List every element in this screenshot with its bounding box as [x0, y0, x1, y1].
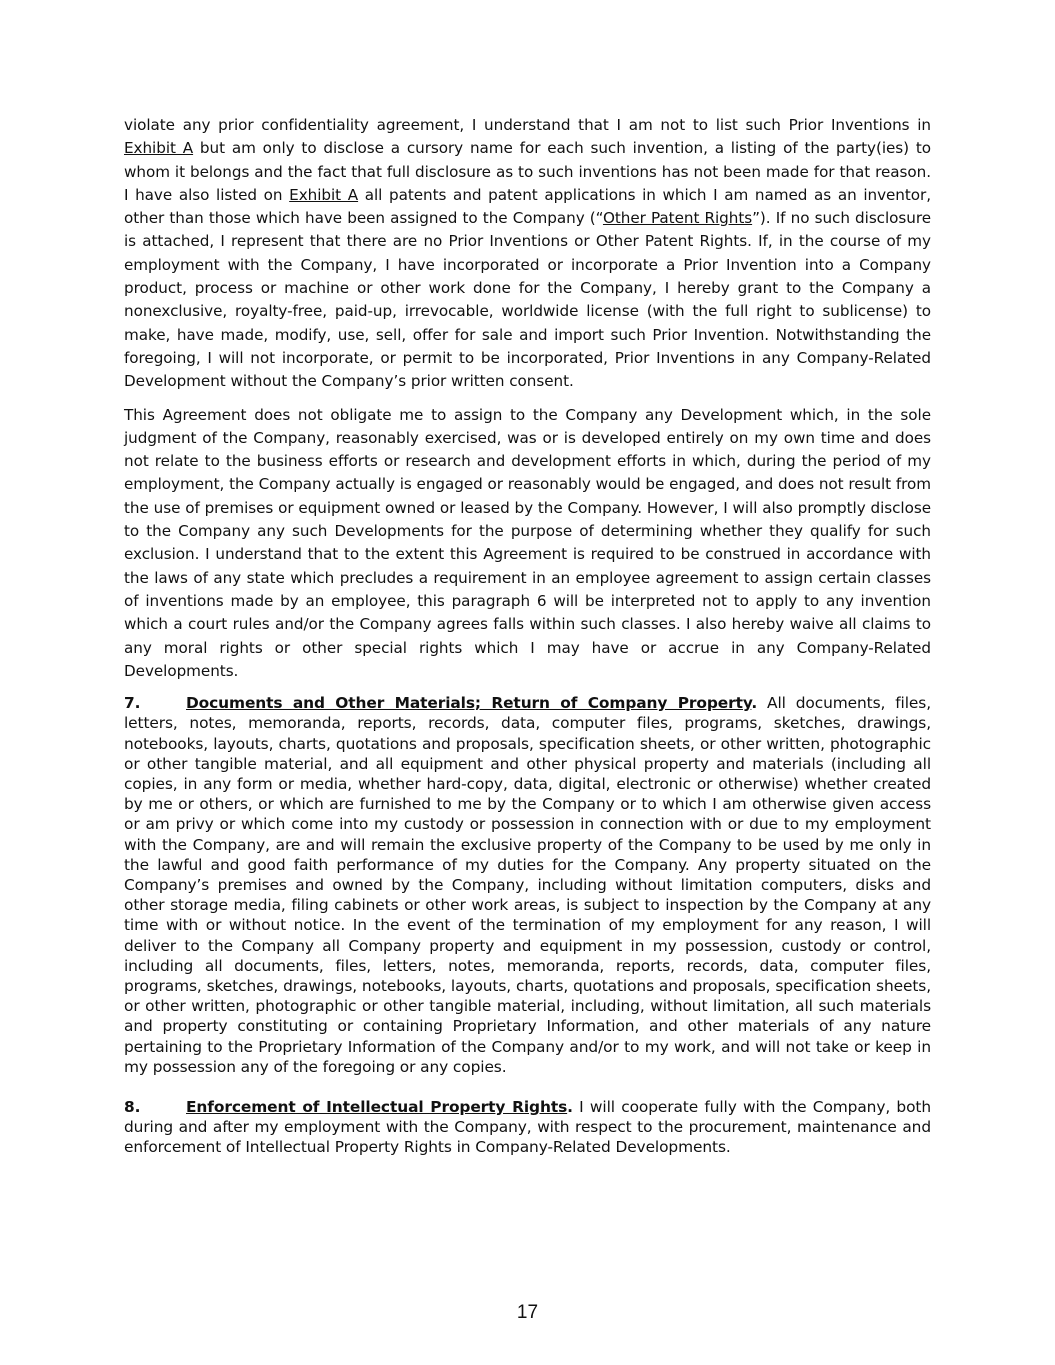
prior-inventions-paragraph: [124, 114, 931, 394]
section-heading-period: .: [567, 1097, 573, 1116]
exhibit-a-reference: Exhibit A: [124, 139, 194, 158]
paragraph-text: all patents and patent applications in which I am named as an inventor, other than those which have been assigned to the Company (“: [124, 185, 931, 228]
paragraph-text: ”). If no such disclosure is attached, I represent that there are no Prior Inventions or Other Patent Rights. If, in the course of my employment with the Company, I have incorporated or incorporate a Prior Invention into a Company product, process or machine or other work done for the Company, I hereby grant to the Company a nonexclusive, royalty-free, paid-up, irrevocable, worldwide license (with the full right to sublicense) to make, have made, modify, use, sell, offer for sale and import such Prior Invention. Notwithstanding the foregoing, I will not incorporate, or permit to be incorporated, Prior Inventions in any Company-Related Development without the Company’s prior written consent.: [124, 209, 931, 391]
section-number: 7.: [124, 694, 141, 713]
page-number: 17: [516, 1302, 539, 1323]
section-body: I will cooperate fully with the Company, both during and after my employment with the Company, with respect to the procurement, maintenance and enforcement of Intellectual Property Rights in Company-Related Developments.: [124, 1097, 931, 1157]
exhibit-a-reference: Exhibit A: [289, 185, 359, 204]
paragraph-text: but am only to disclose a cursory name for each such invention, a listing of the party(ies) to whom it belongs and the fact that full disclosure as to such inventions has not been made for that reason. I have also listed on: [124, 139, 931, 204]
exclusion-paragraph: This Agreement does not obligate me to assign to the Company any Development which, in the sole judgment of the Company, reasonably exercised, was or is developed entirely on my own time and does not relate to the business efforts or research and development efforts in which, during the period of my employment, the Company actually is engaged or reasonably would be engaged, and does not result from the use of premises or equipment owned or leased by the Company. However, I will also promptly disclose to the Company any such Developments for the purpose of determining whether they qualify for such exclusion. I understand that to the extent this Agreement is required to be construed in accordance with the laws of any state which precludes a requirement in an employee agreement to assign certain classes of inventions made by an employee, this paragraph 6 will be interpreted not to apply to any invention which a court rules and/or the Company agrees falls within such classes. I also hereby waive all claims to any moral rights or other special rights which I may have or accrue in any Company-Related Developments.: [124, 405, 931, 680]
section-heading-period: .: [751, 694, 758, 713]
section-number: 8.: [124, 1097, 141, 1116]
paragraph-text: violate any prior confidentiality agreement, I understand that I am not to list such Prior Inventions in: [124, 116, 931, 134]
document-page: [124, 114, 931, 1158]
other-patent-rights-term: Other Patent Rights: [602, 209, 753, 228]
section-7: [124, 693, 931, 1077]
section-body: All documents, files, letters, notes, memoranda, reports, records, data, computer files, programs, sketches, drawings, notebooks, layouts, charts, quotations and proposals, specification sheets, or other written, photographic or other tangible material, and all equipment and other physical property and materials (including all copies, in any form or media, whether hard-copy, data, digital, electronic or otherwise) whether created by me or others, or which are furnished to me by the Company or to which I am otherwise given access or am privy or which come into my custody or possession in connection with or due to my employment with the Company, are and will remain the exclusive property of the Company to be used by me only in the lawful and good faith performance of my duties for the Company. Any property situated on the Company’s premises and owned by the Company, including without limitation computers, disks and other storage media, filing cabinets or other work areas, is subject to inspection by the Company at any time with or without notice. In the event of the termination of my employment for any reason, I will deliver to the Company all Company property and equipment in my possession, custody or control, including all documents, files, letters, notes, memoranda, reports, records, data, computer files, programs, sketches, drawings, notebooks, layouts, charts, quotations and proposals, specification sheets, or other written, photographic or other tangible material, including, without limitation, all such materials and property constituting or containing Proprietary Information, and other materials of any nature pertaining to the Proprietary Information of the Company and/or to my work, and will not take or keep in my possession any of the foregoing or any copies.: [124, 694, 931, 1076]
section-heading: Enforcement of Intellectual Property Rights: [186, 1097, 568, 1116]
section-heading: Documents and Other Materials; Return of Company Property: [186, 694, 752, 713]
section-8: [124, 1097, 931, 1158]
